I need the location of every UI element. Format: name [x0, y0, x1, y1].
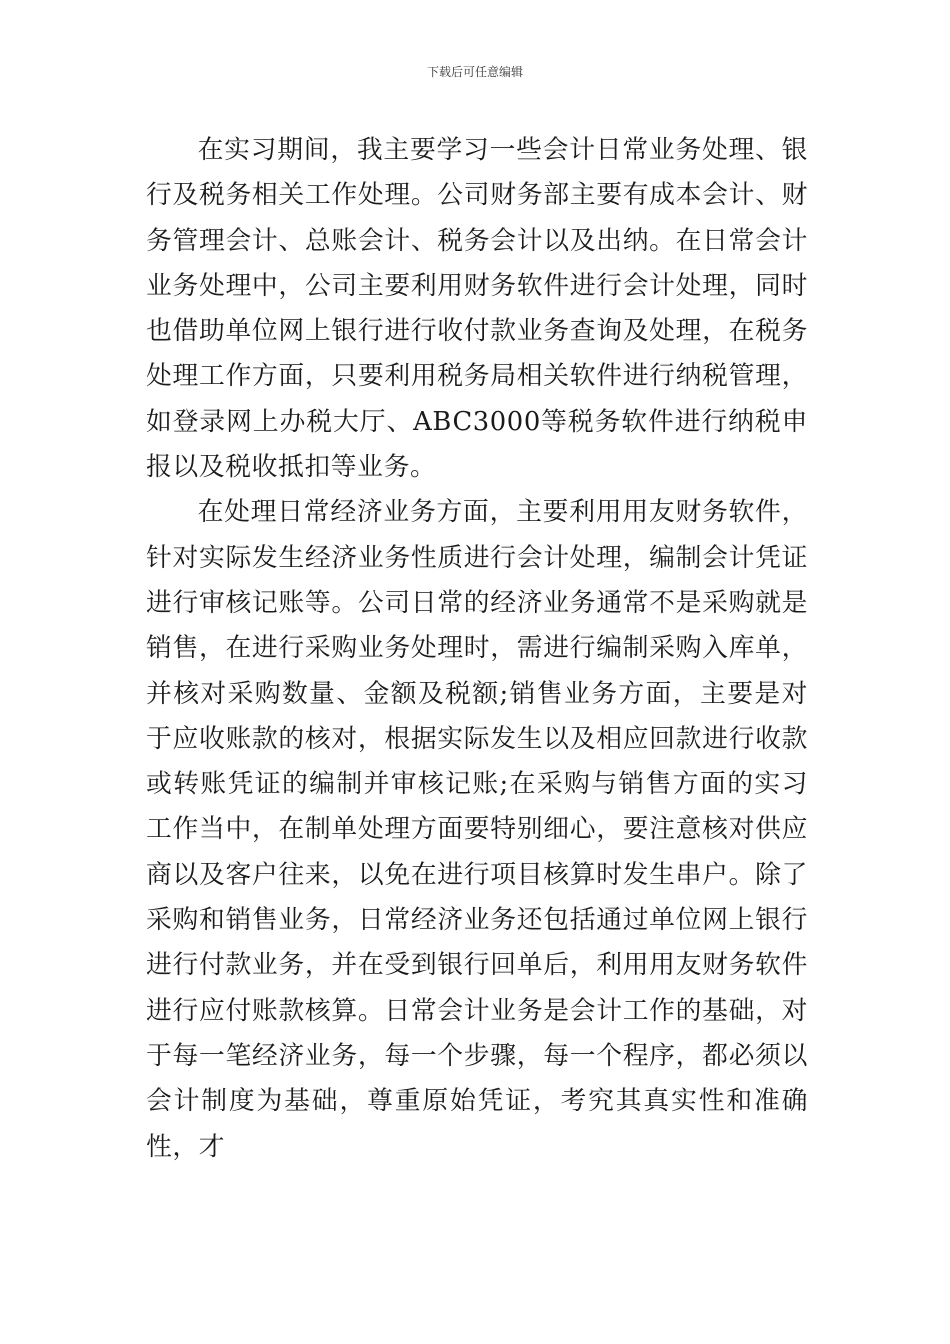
document-body	[146, 128, 808, 1170]
paragraph: 在实习期间，我主要学习一些会计日常业务处理、银行及税务相关工作处理。公司财务部主要有成本会计、财务管理会计、总账会计、税务会计以及出纳。在日常会计业务处理中，公司主要利用财务软件进行会计处理，同时也借助单位网上银行进行收付款业务查询及处理，在税务处理工作方面，只要利用税务局相关软件进行纳税管理，如登录网上办税大厅、ABC3000等税务软件进行纳税申报以及税收抵扣等业务。	[146, 135, 808, 483]
paragraph: 在处理日常经济业务方面，主要利用用友财务软件，针对实际发生经济业务性质进行会计处理，编制会计凭证进行审核记账等。公司日常的经济业务通常不是采购就是销售，在进行采购业务处理时，需进行编制采购入库单，并核对采购数量、金额及税额;销售业务方面，主要是对于应收账款的核对，根据实际发生以及相应回款进行收款或转账凭证的编制并审核记账;在采购与销售方面的实习工作当中，在制单处理方面要特别细心，要注意核对供应商以及客户往来，以免在进行项目核算时发生串户。除了采购和销售业务，日常经济业务还包括通过单位网上银行进行付款业务，并在受到银行回单后，利用用友财务软件进行应付账款核算。日常会计业务是会计工作的基础，对于每一笔经济业务，每一个步骤，每一个程序，都必须以会计制度为基础，尊重原始凭证，考究其真实性和准确性，才	[146, 497, 808, 1162]
page-header: 下载后可任意编辑	[426, 65, 523, 79]
